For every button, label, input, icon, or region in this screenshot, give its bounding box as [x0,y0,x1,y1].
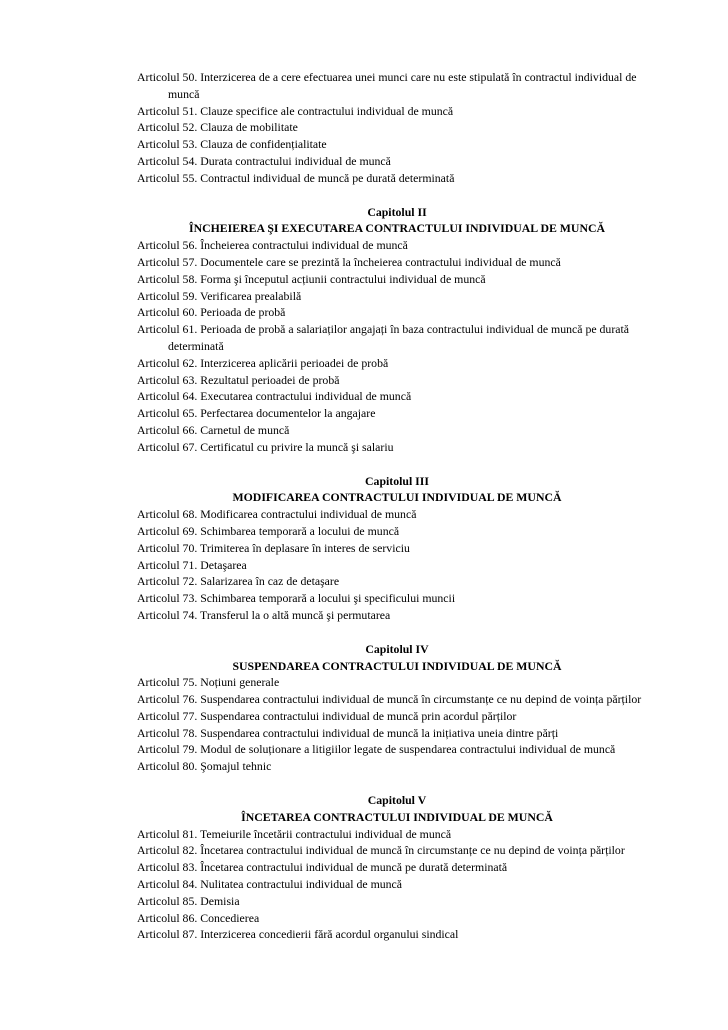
article-62: Articolul 62. Interzicerea aplicării perioadei de probă [137,355,389,370]
article-84: Articolul 84. Nulitatea contractului individual de muncă [137,877,403,892]
article-71: Articolul 71. Detaşarea [137,557,247,572]
article-86: Articolul 86. Concedierea [137,910,260,925]
article-79: Articolul 79. Modul de soluționare a litigiilor legate de suspendarea contractului individual de muncă [137,742,616,757]
article-51: Articolul 51. Clauze specifice ale contractului individual de muncă [137,103,454,118]
article-87: Articolul 87. Interzicerea concedierii fără acordul organului sindical [137,927,459,942]
article-63: Articolul 63. Rezultatul perioadei de probă [137,372,340,387]
article-58: Articolul 58. Forma şi începutul acțiunii contractului individual de muncă [137,271,486,286]
article-66: Articolul 66. Carnetul de muncă [137,422,290,437]
section-intro [137,69,657,187]
chapter-heading: Capitolul V [367,793,427,808]
section-chapter-4 [137,641,657,775]
article-77: Articolul 77. Suspendarea contractului individual de muncă prin acordul părților [137,708,517,723]
article-64: Articolul 64. Executarea contractului individual de muncă [137,389,412,404]
article-56: Articolul 56. Încheierea contractului individual de muncă [137,238,408,253]
article-65: Articolul 65. Perfectarea documentelor la angajare [137,406,376,421]
article-73: Articolul 73. Schimbarea temporară a locului şi specificului muncii [137,591,456,606]
chapter-title: ÎNCETAREA CONTRACTULUI INDIVIDUAL DE MUNCĂ [241,809,553,824]
article-78: Articolul 78. Suspendarea contractului individual de muncă la inițiativa uneia dintre părți [137,725,559,740]
document-page [137,69,657,943]
article-57: Articolul 57. Documentele care se prezintă la încheierea contractului individual de muncă [137,254,561,269]
chapter-heading: Capitolul IV [365,641,429,656]
article-52: Articolul 52. Clauza de mobilitate [137,120,298,135]
article-55: Articolul 55. Contractul individual de muncă pe durată determinată [137,170,455,185]
article-83: Articolul 83. Încetarea contractului individual de muncă pe durată determinată [137,860,508,875]
article-75: Articolul 75. Noțiuni generale [137,675,280,690]
chapter-heading: Capitolul II [367,204,427,219]
section-chapter-5 [137,792,657,943]
article-68: Articolul 68. Modificarea contractului individual de muncă [137,507,417,522]
article-81: Articolul 81. Temeiurile încetării contractului individual de muncă [137,826,452,841]
article-61: Articolul 61. Perioada de probă a salariaților angajați în baza contractului individual de muncă pe durată determinată [137,322,630,353]
article-85: Articolul 85. Demisia [137,893,240,908]
article-80: Articolul 80. Şomajul tehnic [137,759,272,774]
article-53: Articolul 53. Clauza de confidențialitate [137,137,327,152]
article-59: Articolul 59. Verificarea prealabilă [137,288,302,303]
chapter-title: SUSPENDAREA CONTRACTULUI INDIVIDUAL DE MUNCĂ [232,658,562,673]
article-54: Articolul 54. Durata contractului individual de muncă [137,153,391,168]
chapter-title: MODIFICAREA CONTRACTULUI INDIVIDUAL DE MUNCĂ [232,490,562,505]
article-76: Articolul 76. Suspendarea contractului individual de muncă în circumstanțe ce nu depind de voința părților [137,692,642,707]
article-67: Articolul 67. Certificatul cu privire la muncă şi salariu [137,439,394,454]
chapter-heading: Capitolul III [365,473,429,488]
article-72: Articolul 72. Salarizarea în caz de detaşare [137,574,340,589]
section-chapter-3 [137,473,657,624]
article-82: Articolul 82. Încetarea contractului individual de muncă în circumstanțe ce nu depind de voința părților [137,843,625,858]
article-50: Articolul 50. Interzicerea de a cere efectuarea unei munci care nu este stipulată în contractul individual de muncă [137,70,637,101]
article-69: Articolul 69. Schimbarea temporară a locului de muncă [137,523,400,538]
section-chapter-2 [137,204,657,456]
article-74: Articolul 74. Transferul la o altă muncă şi permutarea [137,607,391,622]
article-60: Articolul 60. Perioada de probă [137,305,286,320]
article-70: Articolul 70. Trimiterea în deplasare în interes de serviciu [137,540,410,555]
chapter-title: ÎNCHEIEREA ŞI EXECUTAREA CONTRACTULUI INDIVIDUAL DE MUNCĂ [188,221,605,236]
